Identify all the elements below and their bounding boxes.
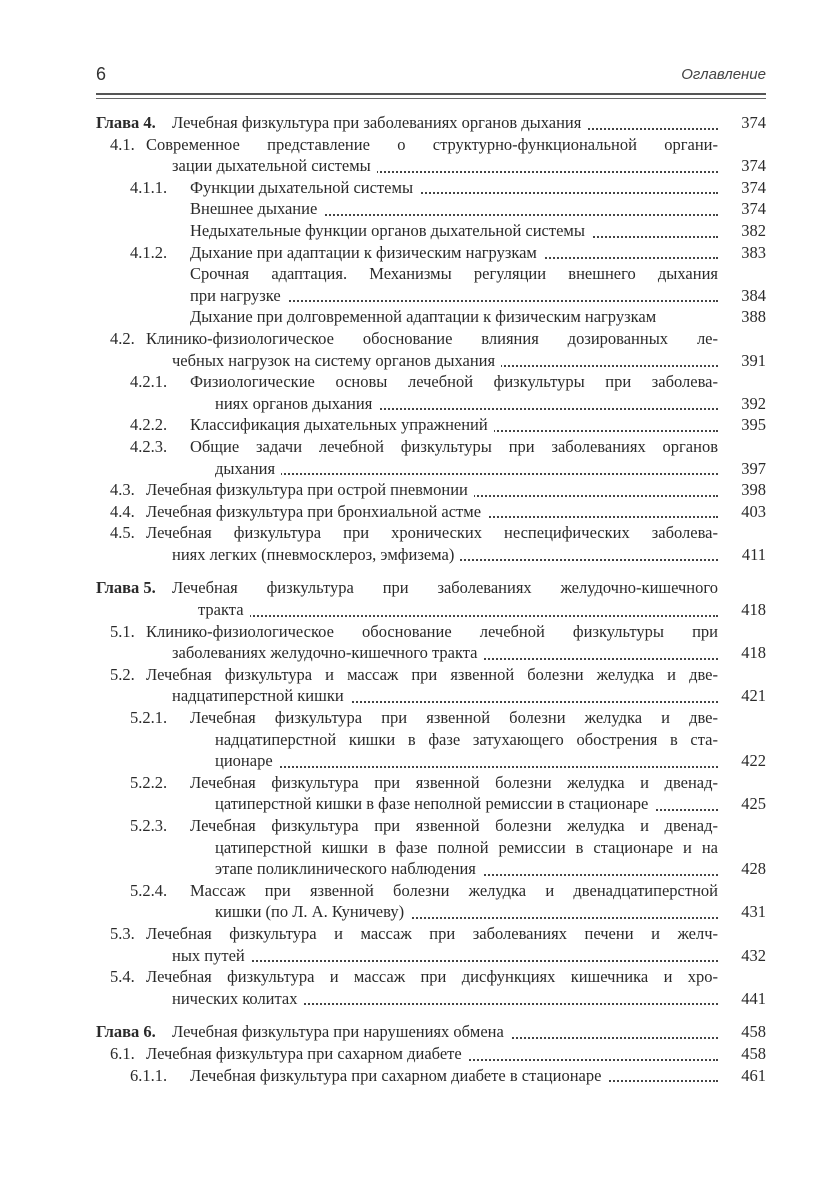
toc-line [96,371,766,393]
toc-line [96,707,766,729]
toc-line [96,198,766,220]
toc-line [96,923,766,945]
toc-page-number: 441 [741,988,766,1008]
toc-line [96,501,766,523]
toc-title: цатиперстной кишки в фазе неполной ремиссии в стационаре [215,793,654,815]
toc-title: тракта [198,599,250,621]
toc-page-number: 395 [741,415,766,435]
running-title: Оглавление [681,66,766,83]
toc-title: ниях легких (пневмосклероз, эмфизема) [172,544,460,566]
toc-line [96,155,766,177]
toc-line [96,664,766,686]
toc-entry[interactable] [96,621,766,664]
toc-entry[interactable] [96,220,766,242]
toc-entry[interactable] [96,664,766,707]
toc-title: Лечебная физкультура при сахарном диабете в стационаре [190,1065,607,1087]
toc-title: Дыхание при долговременной адаптации к физическим нагрузкам [190,306,662,328]
toc-line [96,880,766,902]
dot-leader [215,766,718,768]
toc-number: 4.2.3. [130,436,168,456]
running-header [96,64,766,88]
toc-number: 5.1. [110,621,135,641]
toc-title: дыхания [215,458,281,480]
toc-line [96,945,766,967]
toc-title: ных путей [172,945,251,967]
toc-title: Срочная адаптация. Механизмы регуляции внешнего дыхания [190,264,718,284]
toc-entry[interactable] [96,328,766,371]
toc-entry[interactable] [96,815,766,880]
toc-title: Лечебная физкультура при нарушениях обмена [172,1021,510,1043]
toc-entry[interactable] [96,1043,766,1065]
toc-line [96,1043,766,1065]
toc-entry[interactable] [96,501,766,523]
toc-page-number: 398 [741,480,766,500]
toc-entry[interactable] [96,479,766,501]
toc-line [96,729,766,751]
toc-number: 5.2.1. [130,708,168,728]
toc-number: 5.4. [110,967,135,987]
toc-entry[interactable] [96,923,766,966]
toc-entry[interactable] [96,436,766,479]
toc-entry[interactable] [96,522,766,565]
toc-line [96,901,766,923]
toc-page-number: 384 [741,285,766,305]
toc-entry[interactable] [96,880,766,923]
toc-entry[interactable] [96,198,766,220]
toc-title: Лечебная физкультура при заболеваниях органов дыхания [172,112,587,134]
toc-line [96,220,766,242]
toc-line [96,621,766,643]
toc-title: чебных нагрузок на систему органов дыхания [172,350,501,372]
toc-title: ниях органов дыхания [215,393,378,415]
toc-page-number: 374 [741,199,766,219]
toc-title: Лечебная физкультура при острой пневмонии [146,479,474,501]
toc-number: 6.1.1. [130,1065,168,1085]
toc-line [96,577,766,599]
toc-line [96,544,766,566]
toc-page-number: 458 [741,1022,766,1042]
toc-number: 6.1. [110,1043,135,1063]
toc-chapter[interactable] [96,112,766,134]
toc-page-number: 421 [741,686,766,706]
toc-line [96,858,766,880]
toc-entry[interactable] [96,414,766,436]
toc-number: 5.2.3. [130,816,168,835]
toc-page-number: 422 [741,751,766,771]
toc-page-number: 397 [741,458,766,478]
toc-line [96,112,766,134]
toc-number: 4.4. [110,501,135,521]
toc-number: Глава 6. [96,1022,156,1042]
toc-entry[interactable] [96,134,766,177]
toc-number: 5.2.4. [130,880,168,900]
toc-number: 4.1.1. [130,177,168,197]
toc-line [96,285,766,307]
toc-page-number: 461 [741,1065,766,1085]
toc-page-number: 403 [741,501,766,521]
toc-entry[interactable] [96,966,766,1009]
toc-line [96,599,766,621]
toc-title: заболеваниях желудочно-кишечного тракта [172,642,483,664]
toc-title: кишки (по Л. А. Куничеву) [215,901,410,923]
toc-title: Лечебная физкультура и массаж при дисфункциях кишечника и хро- [146,967,718,987]
toc-title: цатиперстной кишки в фазе полной ремиссии в стационаре и на [215,837,718,857]
toc-page-number: 374 [741,177,766,197]
toc-page-number: 388 [741,307,766,327]
toc-page-number: 418 [741,600,766,620]
toc-number: 4.1. [110,134,135,154]
toc-number: 4.1.2. [130,242,168,262]
toc-title: Лечебная физкультура и массаж при язвенной болезни желудка и две- [146,664,718,684]
toc-entry[interactable] [96,177,766,199]
toc-line [96,328,766,350]
toc-line [96,393,766,415]
toc-title: Массаж при язвенной болезни желудка и двенадцатиперстной [190,880,718,900]
page-number: 6 [96,64,107,84]
toc-line [96,815,766,837]
toc-title: Функции дыхательной системы [190,177,419,199]
toc-line [96,966,766,988]
toc-title: нических колитах [172,988,304,1010]
toc-entry[interactable] [96,707,766,772]
toc-line [96,479,766,501]
toc-page-number: 374 [741,156,766,176]
toc-page-number: 425 [741,794,766,814]
toc-line [96,306,766,328]
dot-leader [172,960,718,962]
toc-title: Лечебная физкультура при заболеваниях желудочно-кишечного [172,578,718,598]
toc-entry[interactable] [96,306,766,328]
toc-title: зации дыхательной системы [172,155,377,177]
toc-page-number: 411 [741,544,766,564]
toc-title: Физиологические основы лечебной физкультуры при заболева- [190,372,718,392]
header-rule-thick [96,93,766,95]
toc-title: Клинико-физиологическое обоснование лечебной физкультуры при [146,621,718,641]
header-rule-thin [96,98,766,99]
toc-page-number: 428 [741,859,766,879]
toc-title: Недыхательные функции органов дыхательной системы [190,220,591,242]
toc-page-number: 431 [741,902,766,922]
toc-title: Классификация дыхательных упражнений [190,414,494,436]
toc-page-number: 382 [741,220,766,240]
toc-page-number: 458 [741,1043,766,1063]
toc-line [96,1021,766,1043]
toc-title: Внешнее дыхание [190,198,323,220]
toc-number: 5.3. [110,923,135,943]
toc-title: Общие задачи лечебной физкультуры при заболеваниях органов [190,436,718,456]
toc-line [96,685,766,707]
toc-title: Лечебная физкультура при хронических неспецифических заболева- [146,523,718,543]
toc-title: надцатиперстной кишки в фазе затухающего обострения в ста- [215,729,718,749]
toc-number: 4.2.2. [130,415,168,435]
toc-chapter[interactable] [96,1021,766,1043]
dot-leader [215,473,718,475]
toc-line [96,793,766,815]
toc-line [96,522,766,544]
table-of-contents [96,112,766,1086]
toc-title: Дыхание при адаптации к физическим нагрузкам [190,242,543,264]
toc-line [96,1065,766,1087]
toc-title: Современное представление о структурно-функциональной органи- [146,134,718,154]
toc-entry[interactable] [96,772,766,815]
toc-number: 5.2.2. [130,772,168,792]
toc-line [96,837,766,859]
toc-line [96,134,766,156]
toc-entry[interactable] [96,242,766,264]
toc-line [96,750,766,772]
toc-line [96,988,766,1010]
toc-page-number: 432 [741,945,766,965]
toc-line [96,263,766,285]
toc-line [96,177,766,199]
toc-title: Лечебная физкультура и массаж при заболеваниях печени и желч- [146,923,718,943]
toc-title: Лечебная физкультура при бронхиальной астме [146,501,487,523]
toc-line [96,458,766,480]
toc-title: Лечебная физкультура при язвенной болезни желудка и двенад- [190,772,718,792]
toc-number: 4.2.1. [130,372,168,392]
toc-title: этапе поликлинического наблюдения [215,858,482,880]
toc-title: надцатиперстной кишки [172,685,350,707]
dot-leader [198,615,718,617]
toc-entry[interactable] [96,1065,766,1087]
toc-line [96,414,766,436]
toc-number: Глава 5. [96,578,156,598]
toc-title: Клинико-физиологическое обоснование влияния дозированных ле- [146,328,718,348]
toc-chapter[interactable] [96,577,766,620]
toc-title: Лечебная физкультура при язвенной болезни желудка и две- [190,708,718,728]
toc-page-number: 391 [741,350,766,370]
toc-entry[interactable] [96,371,766,414]
toc-page-number: 374 [741,113,766,132]
toc-number: 4.3. [110,480,135,500]
toc-line [96,772,766,794]
toc-title: Лечебная физкультура при язвенной болезни желудка и двенад- [190,816,718,835]
toc-page-number: 383 [741,242,766,262]
toc-page-number: 418 [741,643,766,663]
toc-title: Лечебная физкультура при сахарном диабете [146,1043,468,1065]
toc-number: 4.2. [110,328,135,348]
toc-line [96,242,766,264]
toc-line [96,642,766,664]
toc-number: 4.5. [110,523,135,543]
toc-number: 5.2. [110,664,135,684]
toc-title: при нагрузке [190,285,287,307]
toc-number: Глава 4. [96,113,156,132]
toc-entry[interactable] [96,263,766,306]
toc-line [96,436,766,458]
toc-line [96,350,766,372]
toc-title: ционаре [215,750,279,772]
toc-page-number: 392 [741,393,766,413]
